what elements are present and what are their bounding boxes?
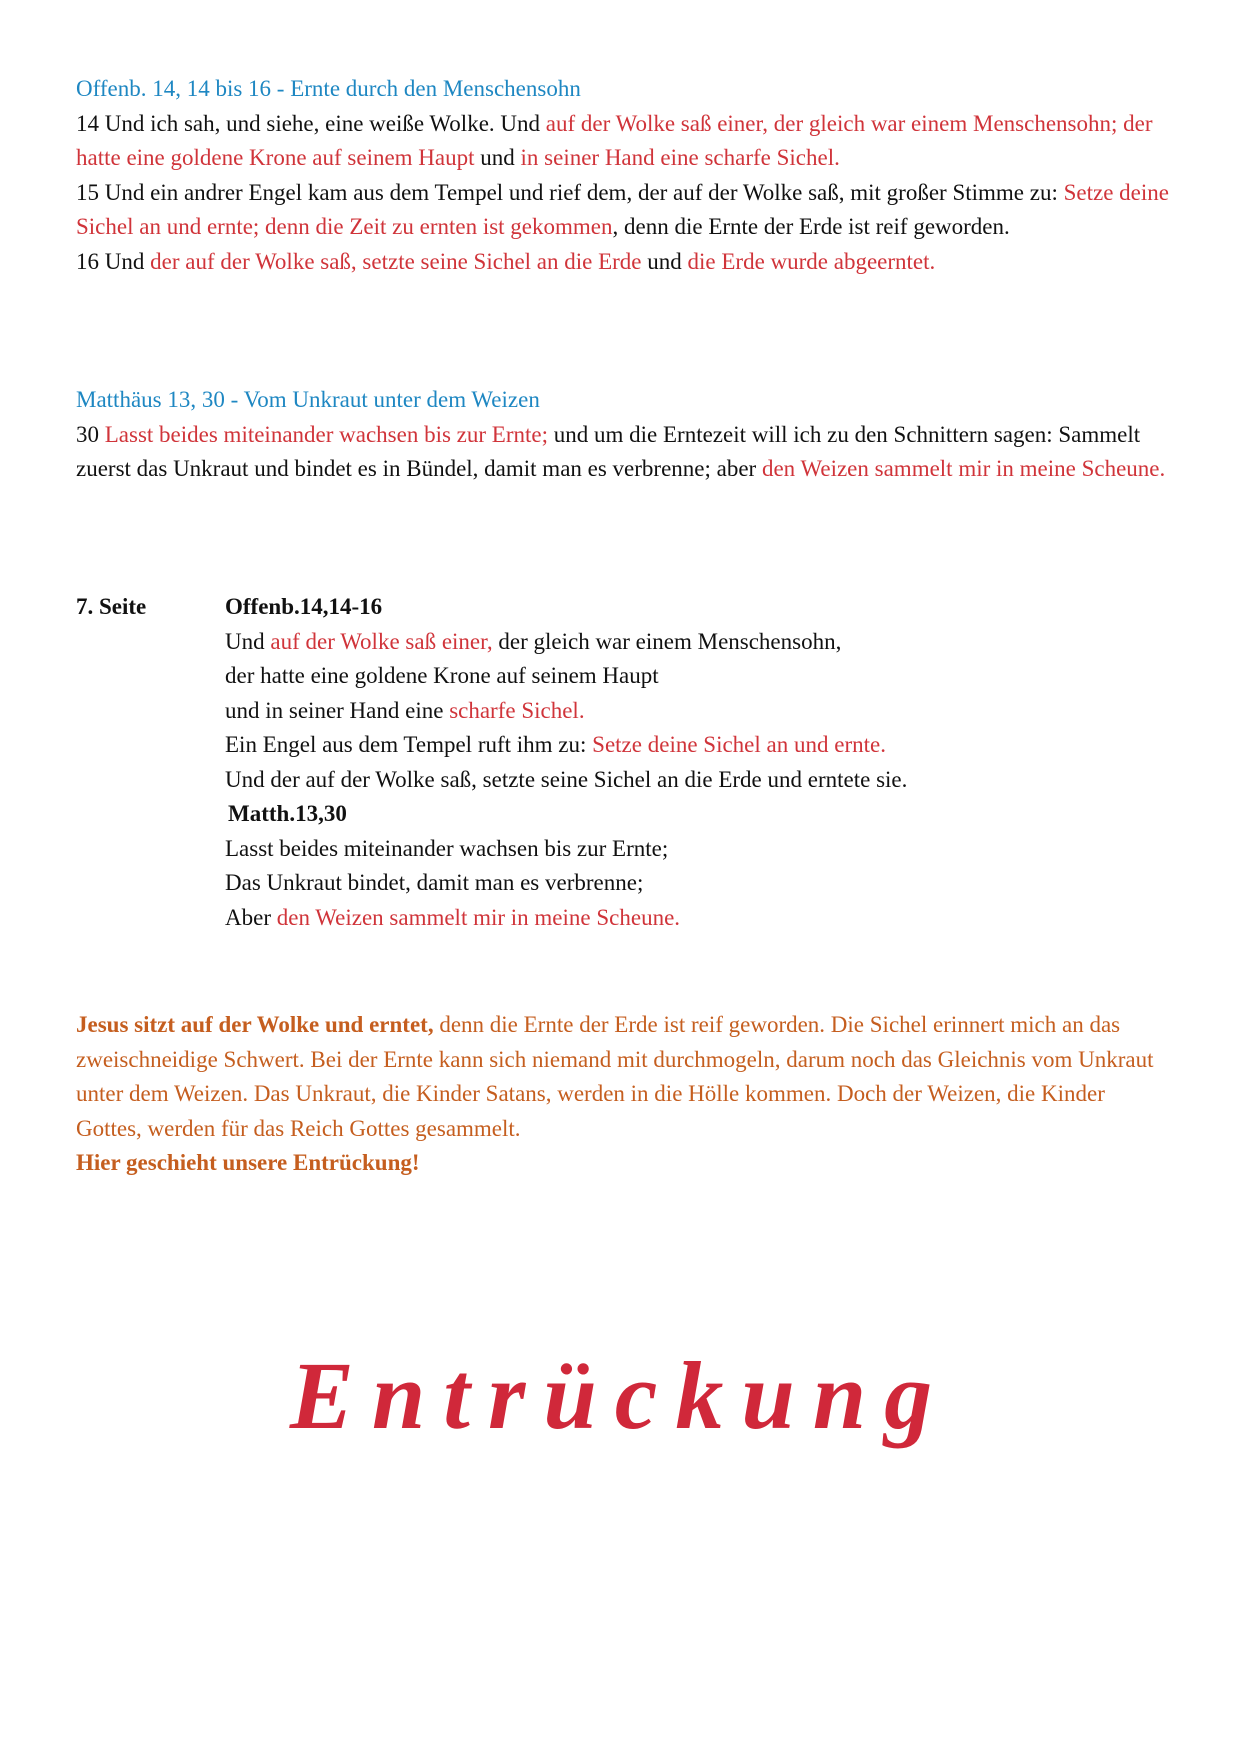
section-matthew [76, 383, 1176, 487]
highlight-text: in seiner Hand eine scharfe Sichel. [520, 145, 840, 170]
summary-line [225, 694, 1175, 729]
summary-line [225, 728, 1175, 763]
reference-heading: Matth.13,30 [228, 801, 347, 826]
highlight-text: Setze deine Sichel an und ernte. [592, 732, 886, 757]
verse-text: 14 Und ich sah, und siehe, eine weiße Wolke. Und [76, 110, 546, 136]
line-text: Und [225, 628, 271, 654]
highlight-text: Lasst beides miteinander wachsen bis zur Ernte; [104, 421, 548, 447]
commentary-paragraph [76, 1008, 1176, 1146]
verse-text: 16 Und [76, 248, 151, 274]
verse-text: 30 [76, 421, 105, 447]
highlight-text: auf der Wolke saß einer, der gleich war einem Menschensohn; der hatte eine goldene Krone auf seinem Haupt [76, 110, 1153, 170]
commentary-lead: Jesus sitzt auf der Wolke und erntet, [76, 1012, 434, 1037]
line-text: und in seiner Hand eine [225, 697, 450, 723]
page-label: 7. Seite [76, 594, 147, 619]
page-summary [225, 590, 1175, 935]
section-commentary [76, 1008, 1176, 1181]
summary-line: Lasst beides miteinander wachsen bis zur Ernte; [225, 835, 669, 861]
commentary-body: denn die Ernte der Erde ist reif geworden. Die Sichel erinnert mich an das zweischneidige Schwert. Bei der Ernte kann sich niemand mit durchmogeln, darum noch das Gleichnis vom Unkraut unter dem Weizen. Das Unkraut, die Kinder Satans, werden in die Hölle kommen. Doch der Weizen, die Kinder Gottes, werden für das Reich Gottes gesammelt. [76, 1012, 1154, 1141]
verse-text: und um die Erntezeit will ich zu den Schnittern sagen: Sammelt zuerst das Unkraut und bindet es in Bündel, damit man es verbrenne; aber [76, 421, 1141, 481]
summary-line: Das Unkraut bindet, damit man es verbrenne; [225, 870, 644, 895]
highlight-text: der auf der Wolke saß, setzte seine Sichel an die Erde [150, 248, 642, 274]
verse-16 [76, 245, 1176, 280]
line-text: Aber [225, 904, 277, 930]
line-text: Ein Engel aus dem Tempel ruft ihm zu: [225, 732, 593, 757]
verse-30 [76, 418, 1176, 487]
summary-line: Und der auf der Wolke saß, setzte seine Sichel an die Erde und erntete sie. [225, 766, 908, 792]
highlight-text: die Erde wurde abgeerntet. [687, 248, 936, 274]
verse-text: und [474, 145, 521, 170]
section-heading: Offenb. 14, 14 bis 16 - Ernte durch den Menschensohn [76, 76, 581, 101]
highlight-text: Setze deine Sichel an und ernte; denn die Zeit zu ernten ist gekommen [76, 179, 1169, 239]
highlight-text: scharfe Sichel. [449, 697, 585, 723]
summary-line [225, 625, 1175, 660]
verse-15 [76, 176, 1176, 245]
verse-text: , denn die Ernte der Erde ist reif geworden. [612, 214, 1010, 239]
section-heading: Matthäus 13, 30 - Vom Unkraut unter dem Weizen [76, 387, 540, 412]
highlight-text: den Weizen sammelt mir in meine Scheune. [276, 904, 681, 930]
verse-14 [76, 107, 1176, 176]
section-revelation [76, 72, 1176, 279]
commentary-closing: Hier geschieht unsere Entrückung! [76, 1150, 420, 1175]
summary-line [225, 901, 1175, 936]
summary-line: der hatte eine goldene Krone auf seinem Haupt [225, 663, 659, 688]
highlight-text: den Weizen sammelt mir in meine Scheune. [761, 456, 1166, 481]
reference-heading: Offenb.14,14-16 [225, 594, 383, 619]
verse-text: und [641, 248, 688, 274]
big-title: Entrückung [289, 1342, 951, 1449]
line-text: der gleich war einem Menschensohn, [492, 628, 842, 654]
highlight-text: auf der Wolke saß einer, [270, 628, 493, 654]
verse-text: 15 Und ein andrer Engel kam aus dem Tempel und rief dem, der auf der Wolke saß, mit großer Stimme zu: [76, 179, 1064, 205]
